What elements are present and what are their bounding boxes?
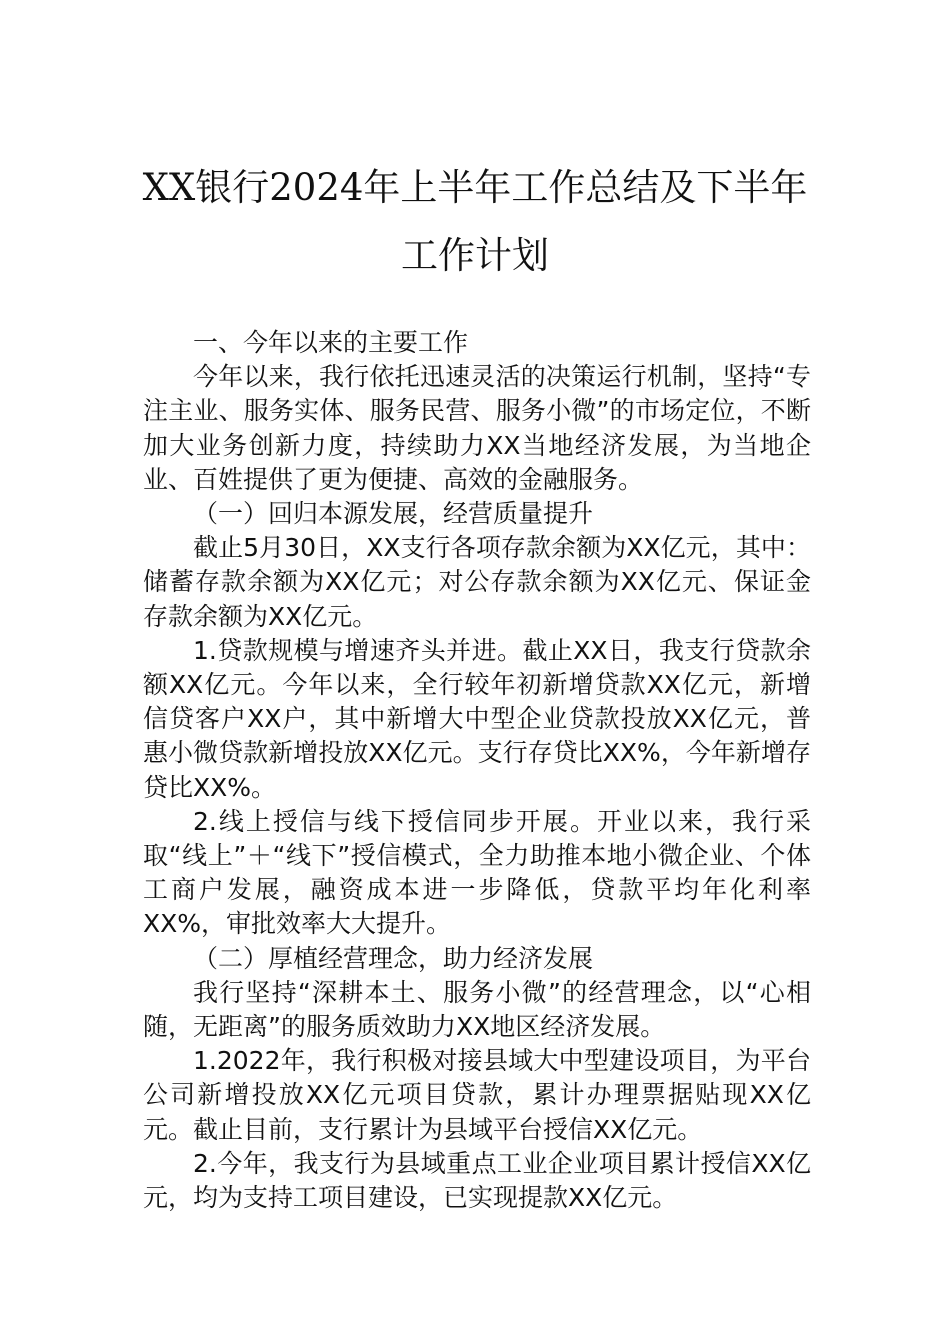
document-title-line-2: 工作计划 (401, 234, 549, 277)
subsection-heading-1: （一）回归本源发展，经营质量提升 (193, 499, 594, 529)
paragraph-industrial: 2.今年，我支行为县域重点工业企业项目累计授信XX亿元，均为支持工项目建设，已实现提款XX亿元。 (143, 1148, 811, 1213)
subsection-heading-2: （二）厚植经营理念，助力经济发展 (193, 943, 594, 973)
paragraph-loans: 1.贷款规模与增速齐头并进。截止XX日，我支行贷款余额XX亿元。今年以来，全行较年初新增贷款XX亿元，新增信贷客户XX户，其中新增大中型企业贷款投放XX亿元，普惠小微贷款新增投放XX亿元。支行存贷比XX%，今年新增存贷比XX%。 (143, 635, 811, 802)
paragraph-projects: 1.2022年，我行积极对接县域大中型建设项目，为平台公司新增投放XX亿元项目贷款，累计办理票据贴现XX亿元。截止目前，支行累计为县域平台授信XX亿元。 (143, 1046, 811, 1144)
document-body (143, 326, 811, 1215)
paragraph-deposits: 截止5月30日，XX支行各项存款余额为XX亿元，其中：储蓄存款余额为XX亿元；对公存款余额为XX亿元、保证金存款余额为XX亿元。 (143, 533, 811, 631)
paragraph-philosophy: 我行坚持“深耕本土、服务小微”的经营理念，以“心相随，无距离”的服务质效助力XX地区经济发展。 (143, 977, 811, 1042)
paragraph-intro: 今年以来，我行依托迅速灵活的决策运行机制，坚持“专注主业、服务实体、服务民营、服务小微”的市场定位，不断加大业务创新力度，持续助力XX当地经济发展，为当地企业、百姓提供了更为便捷、高效的金融服务。 (143, 362, 811, 494)
section-heading-1: 一、今年以来的主要工作 (193, 328, 469, 357)
paragraph-credit: 2.线上授信与线下授信同步开展。开业以来，我行采取“线上”＋“线下”授信模式，全力助推本地小微企业、个体工商户发展，融资成本进一步降低，贷款平均年化利率XX%，审批效率大大提升。 (143, 806, 811, 939)
document-title-line-1: XX银行2024年上半年工作总结及下半年 (142, 166, 808, 209)
